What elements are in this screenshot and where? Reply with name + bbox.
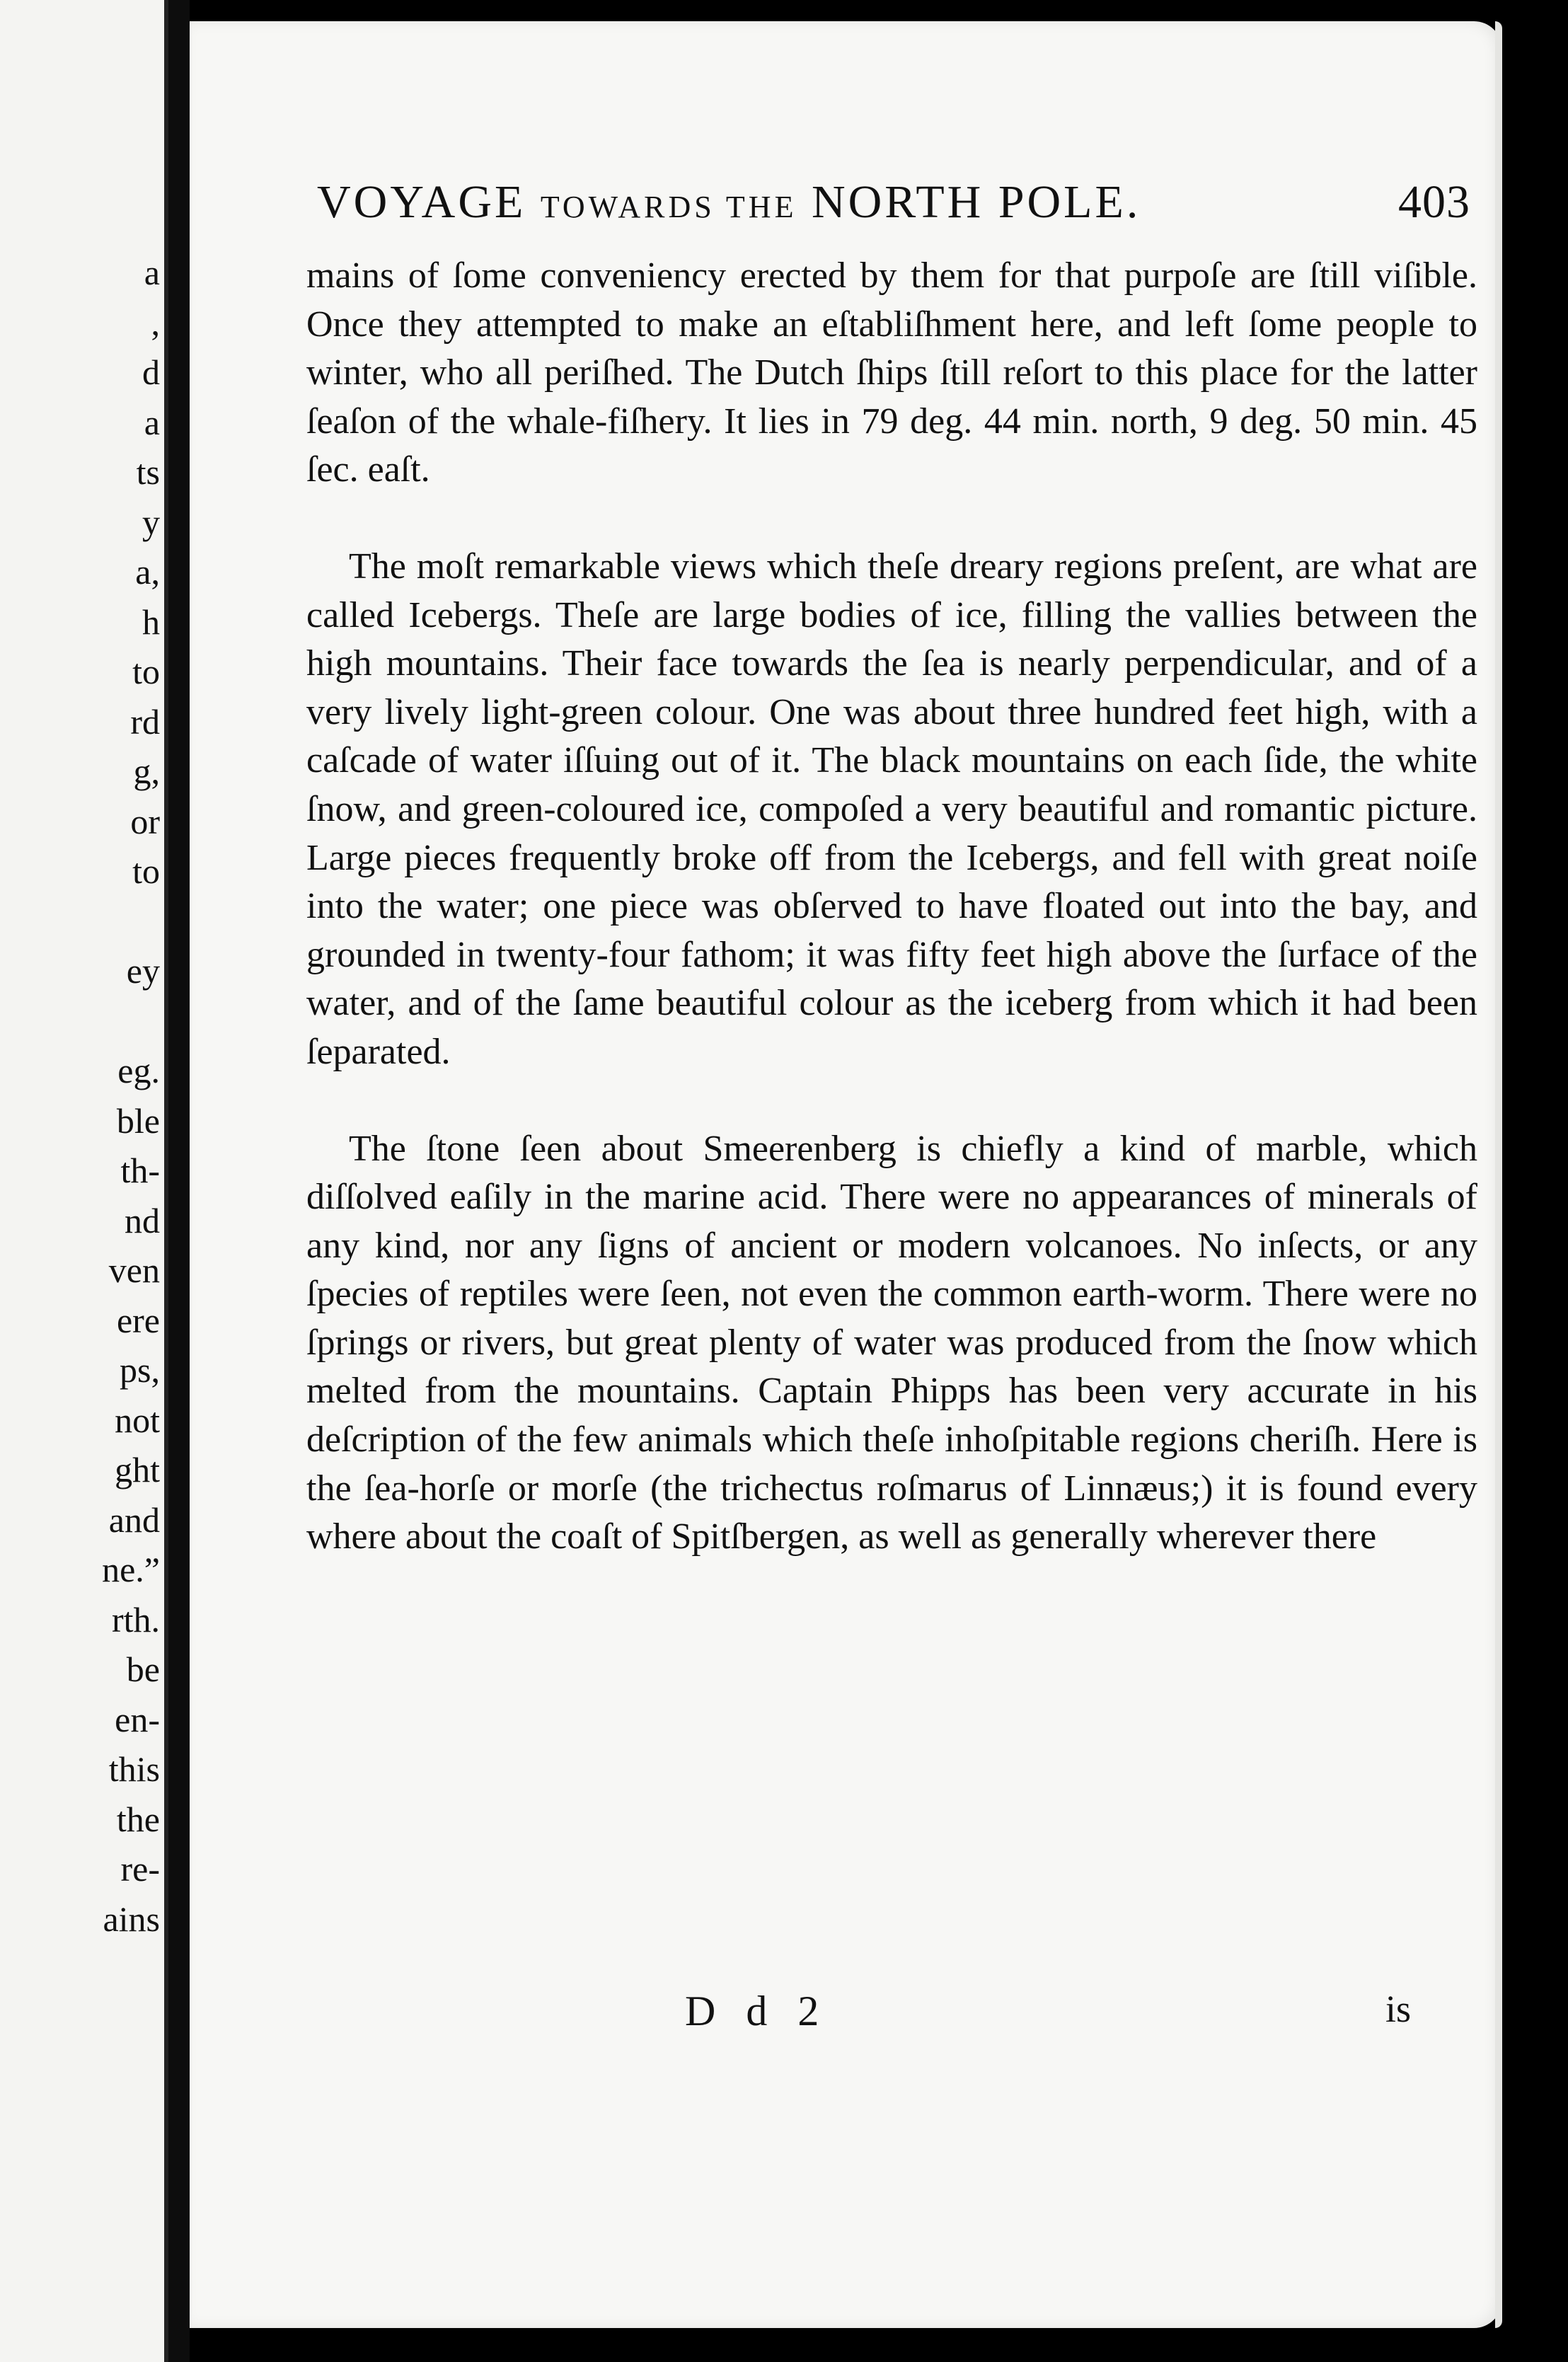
left-line: rd	[130, 701, 160, 742]
left-line: ps,	[120, 1350, 160, 1390]
left-line: to	[132, 851, 160, 891]
left-page-line-endings	[82, 248, 160, 1944]
left-line: ne.”	[102, 1550, 160, 1589]
left-line: h	[142, 601, 160, 642]
left-line: ght	[115, 1450, 160, 1490]
left-line: to	[132, 652, 160, 691]
running-head-north-pole: NORTH POLE.	[811, 176, 1141, 228]
left-line: ere	[116, 1300, 160, 1340]
left-line: g,	[133, 751, 160, 791]
left-line: a	[144, 253, 160, 292]
left-line: be	[126, 1649, 160, 1689]
body-text	[306, 252, 1477, 1562]
left-line: ey	[126, 951, 160, 991]
running-head	[317, 175, 1470, 253]
left-line: ven	[108, 1250, 160, 1290]
left-line: eg.	[117, 1051, 160, 1090]
left-line: ts	[136, 452, 160, 492]
left-line: re-	[120, 1849, 160, 1889]
left-line: ,	[151, 302, 160, 342]
page-number: 403	[1398, 176, 1470, 228]
book-gutter	[168, 0, 190, 2362]
catchword: is	[1385, 1988, 1412, 2030]
left-line: en-	[115, 1699, 160, 1739]
right-page	[190, 21, 1502, 2328]
left-page-fragment	[0, 0, 168, 2362]
left-line: ble	[116, 1100, 160, 1141]
left-line: y	[142, 502, 160, 542]
left-line	[82, 897, 160, 947]
left-line: rth.	[111, 1599, 160, 1640]
left-line: a,	[135, 552, 160, 592]
left-line: ains	[103, 1899, 160, 1939]
left-line: not	[115, 1400, 160, 1440]
paragraph: The moſt remarkable views which theſe dreary regions preſent, are what are called Icebergs. Theſe are large bodies of ice, filling the vallies between the high mountains. Their face towards the ſea is nearly perpendicular, and of a very lively light-green colour. One was about three hundred feet high, with a caſcade of water iſſuing out of it. The black mountains on each ſide, the white ſnow, and green-coloured ice, compoſed a very beautiful and romantic picture. Large pieces frequently broke off from the Icebergs, and fell with great noiſe into the water; one piece was obſerved to have floated out into the bay, and grounded in twenty-four fathom; it was fifty feet high above the ſurface of the water, and of the ſame beautiful colour as the iceberg from which it had been ſeparated.	[306, 546, 1477, 1072]
paragraph: The ſtone ſeen about Smeerenberg is chiefly a kind of marble, which diſſolved eaſily in the marine acid. There were no appearances of minerals of any kind, nor any ſigns of ancient or modern volcanoes. No inſects, or any ſpecies of reptiles were ſeen, not even the common earth-worm. There were no ſprings or rivers, but great plenty of water was produced from the ſnow which melted from the mountains. Captain Phipps has been very accurate in his deſcription of the few animals which theſe inhoſpitable regions cheriſh. Here is the ſea-horſe or morſe (the trichectus roſmarus of Linnæus;) it is found every where about the coaſt of Spitſbergen, as well as generally wherever there	[306, 1128, 1477, 1557]
left-line: and	[108, 1499, 160, 1540]
left-line: or	[130, 801, 160, 841]
left-line: d	[142, 352, 160, 392]
left-line: th-	[120, 1151, 160, 1190]
left-line: a	[144, 402, 160, 442]
running-head-voyage: VOYAGE	[317, 176, 526, 228]
left-line: this	[108, 1749, 160, 1789]
paragraph: mains of ſome conveniency erected by them for that purpoſe are ſtill viſible. Once they attempted to make an eſtabliſhment here, and left ſome people to winter, who all periſhed. The Dutch ſhips ſtill reſort to this place for the latter ſeaſon of the whale-fiſhery. It lies in 79 deg. 44 min. north, 9 deg. 50 min. 45 ſec. eaſt.	[306, 255, 1477, 490]
signature-mark: D d 2	[685, 1988, 829, 2034]
left-line: the	[116, 1799, 160, 1839]
page-edge	[1495, 21, 1502, 2328]
left-line: nd	[125, 1200, 160, 1240]
left-line	[82, 996, 160, 1047]
running-head-towards-the: TOWARDS THE	[540, 190, 797, 224]
